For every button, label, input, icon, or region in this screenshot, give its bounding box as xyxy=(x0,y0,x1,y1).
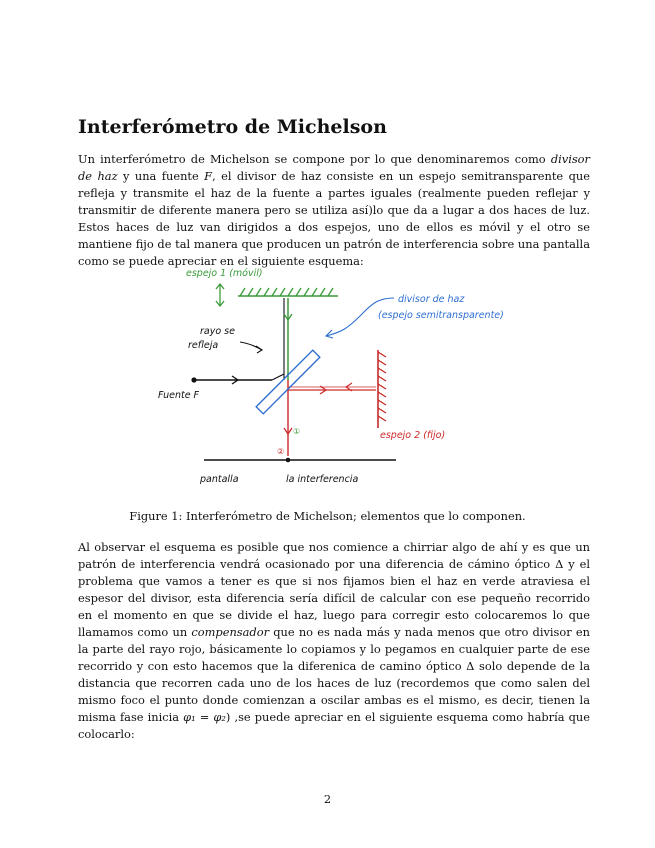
divider-label-2: (espejo semitransparente) xyxy=(378,310,504,321)
michelson-diagram xyxy=(158,262,504,494)
screen-label: pantalla xyxy=(200,474,239,485)
reflect-label-1: rayo se xyxy=(200,326,235,337)
screen-dot xyxy=(286,458,291,463)
text-run: Un interferómetro de Michelson se compone por lo que denominaremos como xyxy=(78,152,551,166)
section-title: Interferómetro de Michelson xyxy=(78,116,387,138)
text-run: solo depende de la distancia que recorren cada uno de los haces de luz (recordemos que como salen del mismo foco el punto donde comienzan a oscilar ambas es el mismo, es decir, tienen la misma fase inicia xyxy=(78,659,590,724)
text-run: Al observar el esquema es posible que nos comience a chirriar algo de ahí y es que un patrón de interferencia vendrá ocasionado por una diferencia de cámino óptico xyxy=(78,540,590,571)
text-run: ) ,se puede apreciar en el siguiente esquema como habría que colocarlo: xyxy=(78,710,590,741)
text-run: y el problema que vamos a tener es que si nos fijamos bien el haz en verde atraviesa el espesor del divisor, esta diferencia sería difícil de calcular con ese pequeño recorrido en el momento en que se divide el haz, luego para corregir esto colocaremos lo que llamamos como un xyxy=(78,557,591,639)
math-delta: Δ xyxy=(466,659,475,673)
movable-arrow xyxy=(216,284,224,306)
page-number: 2 xyxy=(323,792,332,806)
mirror1-hatch xyxy=(240,288,333,296)
emphasis-divisor: divisor de haz xyxy=(78,152,590,183)
reflect-arrow xyxy=(240,342,262,350)
text-run: que no es nada más y nada menos que otro divisor en la parte del rayo rojo, básicamente lo copiamos y lo pegamos en cualquier parte de ese recorrido y con esto hacemos que la diferenica de camino óptico xyxy=(78,625,590,673)
text-run: , el divisor de haz consiste en un espejo semitransparente que refleja y transmite el haz de la fuente a partes iguales (realmente pueden reflejar y transmitir de diferente manera pero se utiliza así)lo que da a lugar a dos haces de luz. Estos haces de luz van dirigidos a dos espejos, uno de ellos es móvil y el otro se mantiene fijo de tal manera que producen un patrón de interferencia sobre una pantalla como se puede apreciar en el siguiente esquema: xyxy=(78,169,590,268)
source-label: Fuente F xyxy=(158,390,200,401)
math-phase-equality: φ₁ = φ₂ xyxy=(183,710,226,724)
beam-split-left xyxy=(272,374,284,380)
intro-paragraph xyxy=(78,151,590,270)
reflect-arrow-head xyxy=(256,346,262,353)
mirror2-label: espejo 2 (fijo) xyxy=(380,430,446,441)
math-delta: Δ xyxy=(555,557,564,571)
text-run: y una fuente xyxy=(117,169,205,183)
figure-caption: Figure 1: Interferómetro de Michelson; elementos que lo componen. xyxy=(129,509,526,523)
emphasis-compensador: compensador xyxy=(191,625,270,639)
body-paragraph xyxy=(78,539,590,743)
mirror2-hatch xyxy=(378,352,386,421)
divider-label-1: divisor de haz xyxy=(398,294,465,305)
mirror1-label: espejo 1 (móvil) xyxy=(186,268,263,279)
beam2-marker: ② xyxy=(277,447,285,456)
beam1-marker: ① xyxy=(293,427,301,436)
math-var-f: F xyxy=(204,169,213,183)
reflect-label-2: refleja xyxy=(188,340,219,351)
interference-label: la interferencia xyxy=(286,474,359,485)
